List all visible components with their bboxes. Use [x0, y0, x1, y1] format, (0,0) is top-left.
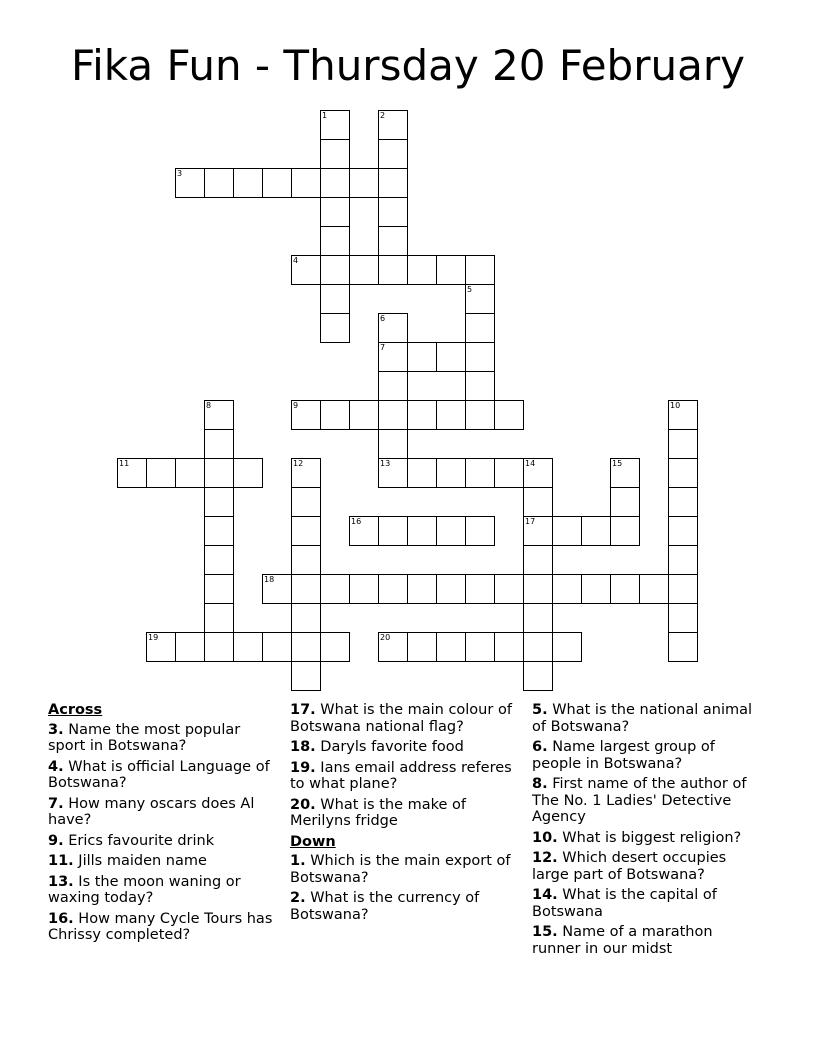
- grid-cell[interactable]: [465, 458, 495, 488]
- grid-cell[interactable]: [436, 632, 466, 662]
- clue-across-17: 17. What is the main colour of Botswana national flag?: [290, 702, 512, 735]
- grid-cell[interactable]: [465, 371, 495, 401]
- clue-down-1: 1. Which is the main export of Botswana?: [290, 853, 511, 886]
- grid-cell[interactable]: [523, 458, 553, 488]
- grid-cell[interactable]: [349, 516, 379, 546]
- grid-cell[interactable]: [523, 603, 553, 633]
- grid-cell[interactable]: [436, 574, 466, 604]
- grid-cell[interactable]: [291, 168, 321, 198]
- grid-cell[interactable]: [291, 603, 321, 633]
- grid-cell[interactable]: [291, 516, 321, 546]
- clue-across-11: 11. Jills maiden name: [48, 853, 207, 869]
- grid-cell[interactable]: [291, 545, 321, 575]
- grid-cell[interactable]: [378, 574, 408, 604]
- grid-cell[interactable]: [146, 458, 176, 488]
- clue-across-20: 20. What is the make of Merilyns fridge: [290, 796, 466, 829]
- grid-cell[interactable]: [407, 255, 437, 285]
- grid-cell[interactable]: [407, 342, 437, 372]
- clue-number: 7: [380, 343, 386, 352]
- clue-across-19: 19. Ians email address referes to what plane?: [290, 759, 512, 792]
- grid-cell[interactable]: [349, 574, 379, 604]
- grid-cell[interactable]: [407, 458, 437, 488]
- grid-cell[interactable]: [610, 487, 640, 517]
- clue-across-18: 18. Daryls favorite food: [290, 739, 464, 755]
- grid-cell[interactable]: [668, 545, 698, 575]
- clue-number: 9: [293, 401, 299, 410]
- clue-across-4: 4. What is official Language of Botswana?: [48, 758, 270, 791]
- clue-across-9: 9. Erics favourite drink: [48, 832, 215, 849]
- grid-cell[interactable]: [465, 574, 495, 604]
- grid-cell[interactable]: [465, 516, 495, 546]
- clue-number: 20: [380, 633, 391, 642]
- clues-column-2: [290, 702, 520, 927]
- grid-cell[interactable]: [378, 197, 408, 227]
- clue-number: 5: [467, 285, 473, 294]
- grid-cell[interactable]: [581, 516, 611, 546]
- grid-cell[interactable]: [204, 429, 234, 459]
- clue-across-16: 16. How many Cycle Tours has Chrissy completed?: [48, 910, 273, 943]
- grid-cell[interactable]: [407, 400, 437, 430]
- clues-column-3: [532, 702, 762, 961]
- grid-cell[interactable]: [378, 342, 408, 372]
- grid-cell[interactable]: [523, 661, 553, 691]
- grid-cell[interactable]: [320, 632, 350, 662]
- clue-number: 6: [380, 314, 386, 323]
- grid-cell[interactable]: [291, 487, 321, 517]
- grid-cell[interactable]: [436, 458, 466, 488]
- grid-cell[interactable]: [668, 632, 698, 662]
- grid-cell[interactable]: [204, 168, 234, 198]
- grid-cell[interactable]: [668, 487, 698, 517]
- grid-cell[interactable]: [349, 255, 379, 285]
- grid-cell[interactable]: [494, 458, 524, 488]
- grid-cell[interactable]: [320, 574, 350, 604]
- clue-number: 19: [148, 633, 159, 642]
- grid-cell[interactable]: [378, 371, 408, 401]
- grid-cell[interactable]: [465, 400, 495, 430]
- grid-cell[interactable]: [320, 284, 350, 314]
- grid-cell[interactable]: [523, 632, 553, 662]
- grid-cell[interactable]: [378, 632, 408, 662]
- clue-number: 10: [670, 401, 681, 410]
- grid-cell[interactable]: [175, 632, 205, 662]
- grid-cell[interactable]: [233, 632, 263, 662]
- clue-number: 18: [264, 575, 275, 584]
- clue-number: 15: [612, 459, 623, 468]
- grid-cell[interactable]: [378, 139, 408, 169]
- grid-cell[interactable]: [668, 429, 698, 459]
- grid-cell[interactable]: [407, 516, 437, 546]
- clue-number: 13: [380, 459, 391, 468]
- grid-cell[interactable]: [523, 545, 553, 575]
- clue-across-13: 13. Is the moon waning or waxing today?: [48, 873, 241, 906]
- grid-cell[interactable]: [204, 574, 234, 604]
- clue-down-6: 6. Name largest group of people in Botswana?: [532, 739, 715, 772]
- grid-cell[interactable]: [262, 574, 292, 604]
- grid-cell[interactable]: [378, 429, 408, 459]
- clue-number: 1: [322, 111, 328, 120]
- grid-cell[interactable]: [320, 110, 350, 140]
- grid-cell[interactable]: [436, 342, 466, 372]
- grid-cell[interactable]: [465, 632, 495, 662]
- grid-cell[interactable]: [407, 632, 437, 662]
- grid-cell[interactable]: [320, 139, 350, 169]
- grid-cell[interactable]: [233, 458, 263, 488]
- grid-cell[interactable]: [378, 255, 408, 285]
- grid-cell[interactable]: [668, 458, 698, 488]
- grid-cell[interactable]: [378, 400, 408, 430]
- grid-cell[interactable]: [349, 168, 379, 198]
- grid-cell[interactable]: [204, 603, 234, 633]
- grid-cell[interactable]: [117, 458, 147, 488]
- grid-cell[interactable]: [378, 226, 408, 256]
- clue-down-15: 15. Name of a marathon runner in our midst: [532, 924, 713, 957]
- grid-cell[interactable]: [610, 516, 640, 546]
- clue-across-7: 7. How many oscars does Al have?: [48, 795, 255, 828]
- grid-cell[interactable]: [291, 574, 321, 604]
- grid-cell[interactable]: [436, 255, 466, 285]
- grid-cell[interactable]: [436, 400, 466, 430]
- down-heading: Down: [290, 833, 336, 850]
- grid-cell[interactable]: [204, 516, 234, 546]
- clue-number: 17: [525, 517, 536, 526]
- grid-cell[interactable]: [639, 574, 669, 604]
- clue-down-2: 2. What is the currency of Botswana?: [290, 890, 480, 923]
- clue-down-5: 5. What is the national animal of Botswana?: [532, 702, 753, 735]
- grid-cell[interactable]: [494, 574, 524, 604]
- grid-cell[interactable]: [291, 632, 321, 662]
- grid-cell[interactable]: [204, 487, 234, 517]
- clue-number: 11: [119, 459, 130, 468]
- grid-cell[interactable]: [320, 400, 350, 430]
- clue-down-14: 14. What is the capital of Botswana: [532, 887, 717, 920]
- grid-cell[interactable]: [552, 632, 582, 662]
- clues-column-1: [48, 702, 273, 948]
- grid-cell[interactable]: [320, 255, 350, 285]
- grid-cell[interactable]: [204, 458, 234, 488]
- grid-cell[interactable]: [262, 168, 292, 198]
- clue-across-3: 3. Name the most popular sport in Botswana?: [48, 721, 241, 754]
- grid-cell[interactable]: [523, 574, 553, 604]
- clue-number: 4: [293, 256, 299, 265]
- clue-number: 16: [351, 517, 362, 526]
- grid-cell[interactable]: [233, 168, 263, 198]
- grid-cell[interactable]: [668, 516, 698, 546]
- clue-number: 2: [380, 111, 386, 120]
- grid-cell[interactable]: [291, 661, 321, 691]
- grid-cell[interactable]: [262, 632, 292, 662]
- grid-cell[interactable]: [320, 197, 350, 227]
- grid-cell[interactable]: [349, 400, 379, 430]
- grid-cell[interactable]: [291, 400, 321, 430]
- grid-cell[interactable]: [610, 458, 640, 488]
- grid-cell[interactable]: [668, 603, 698, 633]
- grid-cell[interactable]: [204, 545, 234, 575]
- grid-cell[interactable]: [175, 458, 205, 488]
- grid-cell[interactable]: [465, 255, 495, 285]
- clue-number: 12: [293, 459, 304, 468]
- page-title: Fika Fun - Thursday 20 February: [71, 41, 745, 90]
- grid-cell[interactable]: [436, 516, 466, 546]
- grid-cell[interactable]: [494, 632, 524, 662]
- grid-cell[interactable]: [465, 313, 495, 343]
- grid-cell[interactable]: [320, 226, 350, 256]
- grid-cell[interactable]: [175, 168, 205, 198]
- grid-cell[interactable]: [465, 342, 495, 372]
- clue-down-8: 8. First name of the author of The No. 1 Ladies' Detective Agency: [532, 776, 747, 825]
- grid-cell[interactable]: [465, 284, 495, 314]
- across-heading: Across: [48, 702, 103, 718]
- grid-cell[interactable]: [581, 574, 611, 604]
- grid-cell[interactable]: [523, 487, 553, 517]
- grid-cell[interactable]: [552, 574, 582, 604]
- grid-cell[interactable]: [668, 574, 698, 604]
- grid-cell[interactable]: [320, 313, 350, 343]
- grid-cell[interactable]: [668, 400, 698, 430]
- clue-number: 14: [525, 459, 536, 468]
- clue-number: 3: [177, 169, 183, 178]
- grid-cell[interactable]: [523, 516, 553, 546]
- grid-cell[interactable]: [146, 632, 176, 662]
- grid-cell[interactable]: [378, 516, 408, 546]
- grid-cell[interactable]: [610, 574, 640, 604]
- grid-cell[interactable]: [320, 168, 350, 198]
- grid-cell[interactable]: [407, 574, 437, 604]
- grid-cell[interactable]: [552, 516, 582, 546]
- grid-cell[interactable]: [378, 110, 408, 140]
- grid-cell[interactable]: [494, 400, 524, 430]
- grid-cell[interactable]: [204, 400, 234, 430]
- grid-cell[interactable]: [378, 168, 408, 198]
- grid-cell[interactable]: [204, 632, 234, 662]
- grid-cell[interactable]: [378, 313, 408, 343]
- clue-down-10: 10. What is biggest religion?: [532, 829, 742, 846]
- grid-cell[interactable]: [291, 255, 321, 285]
- clue-number: 8: [206, 401, 212, 410]
- clue-down-12: 12. Which desert occupies large part of Botswana?: [532, 850, 727, 883]
- grid-cell[interactable]: [291, 458, 321, 488]
- grid-cell[interactable]: [378, 458, 408, 488]
